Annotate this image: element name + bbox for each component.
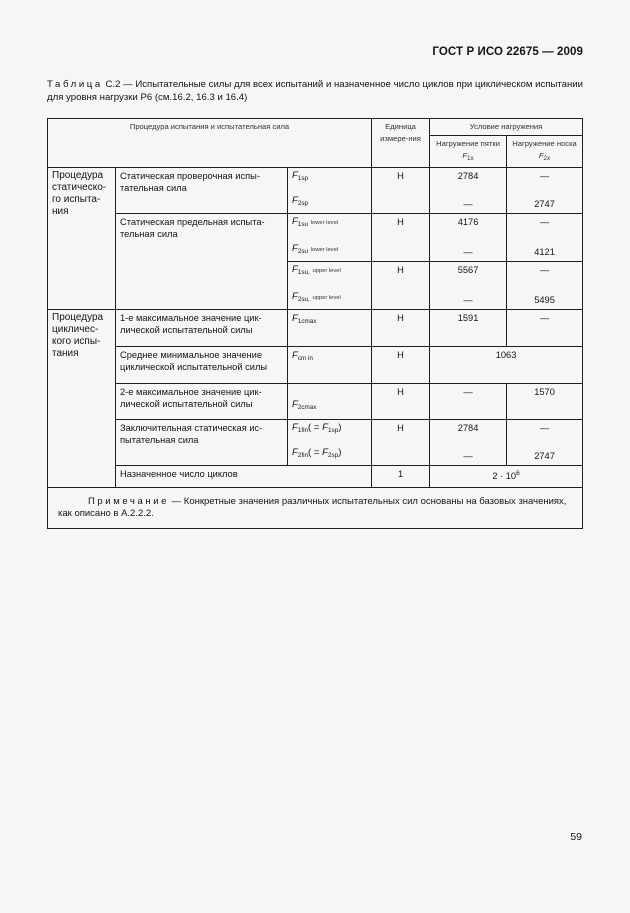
cycles-value: $2 \cdot 10^6$ xyxy=(430,466,583,488)
static-proof-symbols: $F_{1sp}$ $F_{2sp}$ xyxy=(288,168,372,214)
caption-text: — Испытательные силы для всех испытаний и назначенное число циклов при циклическом испытании для уровня нагрузки Р6 (см.16.2, 16.3 и 16.4) xyxy=(47,79,583,103)
table-caption xyxy=(47,78,583,104)
static-ultimate-lower-heel: 4176 — xyxy=(430,214,507,262)
static-proof-heel: 2784 — xyxy=(430,168,507,214)
document-header: ГОСТ Р ИСО 22675 — 2009 xyxy=(432,46,583,58)
final-static-toe: — 2747 xyxy=(507,420,583,466)
static-procedure-label: Процедура статическо-го испыта-ния xyxy=(48,168,116,310)
note-text: — Конкретные значения различных испытательных сил основаны на базовых значениях, как описано в А.2.2.2. xyxy=(58,496,567,519)
caption-number: С.2 xyxy=(105,79,121,90)
static-proof-name: Статическая проверочная испы-тательная сила xyxy=(116,168,288,214)
cyclic-row-2-unit: Н xyxy=(372,347,430,384)
static-ultimate-lower-unit: Н xyxy=(372,214,430,262)
final-static-heel: 2784 — xyxy=(430,420,507,466)
header-toe: Нагружение носка $F_{2x}$ xyxy=(507,136,583,168)
cyclic-row-2-name: Среднее минимальное значение циклической испытательной силы xyxy=(116,347,288,384)
static-proof-toe: — 2747 xyxy=(507,168,583,214)
final-static-name: Заключительная статическая ис-пытательная сила xyxy=(116,420,288,466)
page-number: 59 xyxy=(570,831,582,843)
cyclic-row-1-unit: Н xyxy=(372,310,430,347)
cyclic-row-2-symbol: $F_{cm in}$ xyxy=(288,347,372,384)
static-ultimate-upper-symbols: $F_{1su,}$ upper level $F_{2su,}$ upper level xyxy=(288,262,372,310)
cyclic-row-3-symbol: $F_{2cmax}$ xyxy=(288,384,372,420)
toe-symbol: $F_{2x}$ xyxy=(538,151,551,162)
cyclic-row-3-name: 2-е максимальное значение цик-лической испытательной силы xyxy=(116,384,288,420)
cycles-name: Назначенное число циклов xyxy=(116,466,372,488)
heel-symbol: $F_{1x}$ xyxy=(462,151,474,162)
cyclic-row-3-heel: — xyxy=(430,384,507,420)
header-heel: Нагружение пятки $F_{1x}$ xyxy=(430,136,507,168)
cyclic-row-1-symbol: $F_{1cmax}$ xyxy=(288,310,372,347)
static-ultimate-name: Статическая предельная испыта-тельная сила xyxy=(116,214,288,310)
table-note xyxy=(48,488,583,529)
cyclic-procedure-label: Процедура цикличес-кого испы-тания xyxy=(48,310,116,488)
static-ultimate-lower-symbols: $F_{1su}$ lower level $F_{2su}$ lower level xyxy=(288,214,372,262)
cyclic-row-1-heel: 1591 xyxy=(430,310,507,347)
cyclic-row-1-name: 1-е максимальное значение цик-лической испытательной силы xyxy=(116,310,288,347)
cyclic-row-3-toe: 1570 xyxy=(507,384,583,420)
static-ultimate-upper-heel: 5567 — xyxy=(430,262,507,310)
cyclic-row-3-unit: Н xyxy=(372,384,430,420)
static-ultimate-upper-toe: — 5495 xyxy=(507,262,583,310)
final-static-unit: Н xyxy=(372,420,430,466)
static-ultimate-lower-toe: — 4121 xyxy=(507,214,583,262)
static-proof-unit: Н xyxy=(372,168,430,214)
final-static-symbols: $F_{1fin}( = F_{1sp})$ $F_{2fin}( = F_{2sp})$ xyxy=(288,420,372,466)
caption-label: Таблица xyxy=(47,79,103,90)
cycles-unit: 1 xyxy=(372,466,430,488)
header-condition: Условие нагружения xyxy=(430,119,583,136)
header-procedure: Процедура испытания и испытательная сила xyxy=(48,119,372,168)
header-unit: Единица измере-ния xyxy=(372,119,430,168)
test-forces-table xyxy=(47,118,583,529)
static-ultimate-upper-unit: Н xyxy=(372,262,430,310)
note-label: Примечание xyxy=(88,496,169,507)
cyclic-row-1-toe: — xyxy=(507,310,583,347)
cyclic-row-2-merged: 1063 xyxy=(430,347,583,384)
